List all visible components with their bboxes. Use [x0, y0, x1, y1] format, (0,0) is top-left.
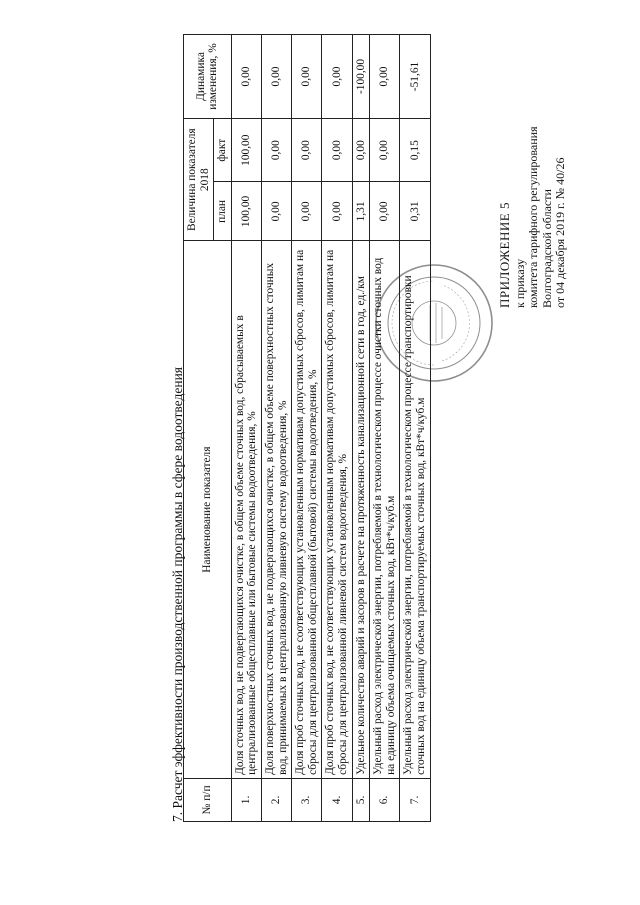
- appendix-block: [498, 126, 568, 308]
- row-plan: 0,00: [292, 182, 322, 241]
- table-row: [292, 35, 322, 822]
- row-plan: 0,00: [261, 182, 291, 241]
- row-dynamics: -51,61: [400, 35, 430, 119]
- section-title: 7. Расчет эффективности производственной программы в сфере водоотведения: [170, 366, 185, 822]
- row-plan: 0,00: [322, 182, 352, 241]
- row-num: 1.: [231, 778, 261, 821]
- row-plan: 0,00: [370, 182, 400, 241]
- row-dynamics: -100,00: [352, 35, 370, 119]
- row-fact: 100,00: [231, 118, 261, 182]
- header-num: № п/п: [184, 778, 232, 821]
- row-name: Удельный расход электрической энергии, потребляемой в технологическом процессе транспортировки сточных вод на единицу объема транспортируемых сточных вод, кВт*ч/куб.м: [400, 241, 430, 779]
- row-dynamics: 0,00: [370, 35, 400, 119]
- table-row: [400, 35, 430, 822]
- row-name: Удельный расход электрической энергии, потребляемой в технологическом процессе очистки сточных вод на единицу объема очищаемых сточных вод, кВт*ч/куб.м: [370, 241, 400, 779]
- row-num: 3.: [292, 778, 322, 821]
- row-dynamics: 0,00: [261, 35, 291, 119]
- appendix-line: комитета тарифного регулирования: [526, 126, 540, 308]
- header-dynamics: Динамика изменения, %: [184, 35, 232, 119]
- row-name: Доля проб сточных вод, не соответствующих установленным нормативам допустимых сбросов, лимитам на сбросы для централизованной ливневой систем водоотведения, %: [322, 241, 352, 779]
- row-dynamics: 0,00: [322, 35, 352, 119]
- row-plan: 0,31: [400, 182, 430, 241]
- header-fact: факт: [214, 118, 232, 182]
- row-num: 6.: [370, 778, 400, 821]
- table-row: [322, 35, 352, 822]
- row-name: Доля поверхностных сточных вод, не подвергающихся очистке, в общем объеме поверхностных сточных вод, принимаемых в централизованную ливневую систему водоотведения, %: [261, 241, 291, 779]
- table-row: [370, 35, 400, 822]
- row-num: 2.: [261, 778, 291, 821]
- row-name: Доля проб сточных вод, не соответствующих установленным нормативам допустимых сбросов, лимитам на сбросы для централизованной общесплавной (бытовой) системы водоотведения, %: [292, 241, 322, 779]
- row-num: 7.: [400, 778, 430, 821]
- appendix-line: к приказу: [512, 258, 527, 308]
- row-name: Удельное количество аварий и засоров в расчете на протяженность канализационной сети в год, ед./км: [352, 241, 370, 779]
- appendix-title: ПРИЛОЖЕНИЕ 5: [497, 202, 512, 308]
- row-dynamics: 0,00: [231, 35, 261, 119]
- table-row: [261, 35, 291, 822]
- row-fact: 0,00: [292, 118, 322, 182]
- efficiency-table: [183, 34, 431, 822]
- appendix-line: от 04 декабря 2019 г. № 40/26: [553, 157, 567, 308]
- row-num: 4.: [322, 778, 352, 821]
- row-plan: 1,31: [352, 182, 370, 241]
- table-header-row: [184, 35, 214, 822]
- row-fact: 0,00: [322, 118, 352, 182]
- row-name: Доля сточных вод, не подвергающихся очистке, в общем объеме сточных вод, сбрасываемых в централизованные общесплавные или бытовые системы водоотведения, %: [231, 241, 261, 779]
- header-plan: план: [214, 182, 232, 241]
- appendix-line: Волгоградской области: [539, 189, 554, 308]
- row-fact: 0,00: [352, 118, 370, 182]
- row-fact: 0,00: [370, 118, 400, 182]
- row-num: 5.: [352, 778, 370, 821]
- row-fact: 0,15: [400, 118, 430, 182]
- row-plan: 100,00: [231, 182, 261, 241]
- row-fact: 0,00: [261, 118, 291, 182]
- header-value-group: Величина показателя 2018: [184, 118, 214, 240]
- header-name: Наименование показателя: [184, 241, 232, 779]
- row-dynamics: 0,00: [292, 35, 322, 119]
- table-row: [231, 35, 261, 822]
- table-row: [352, 35, 370, 822]
